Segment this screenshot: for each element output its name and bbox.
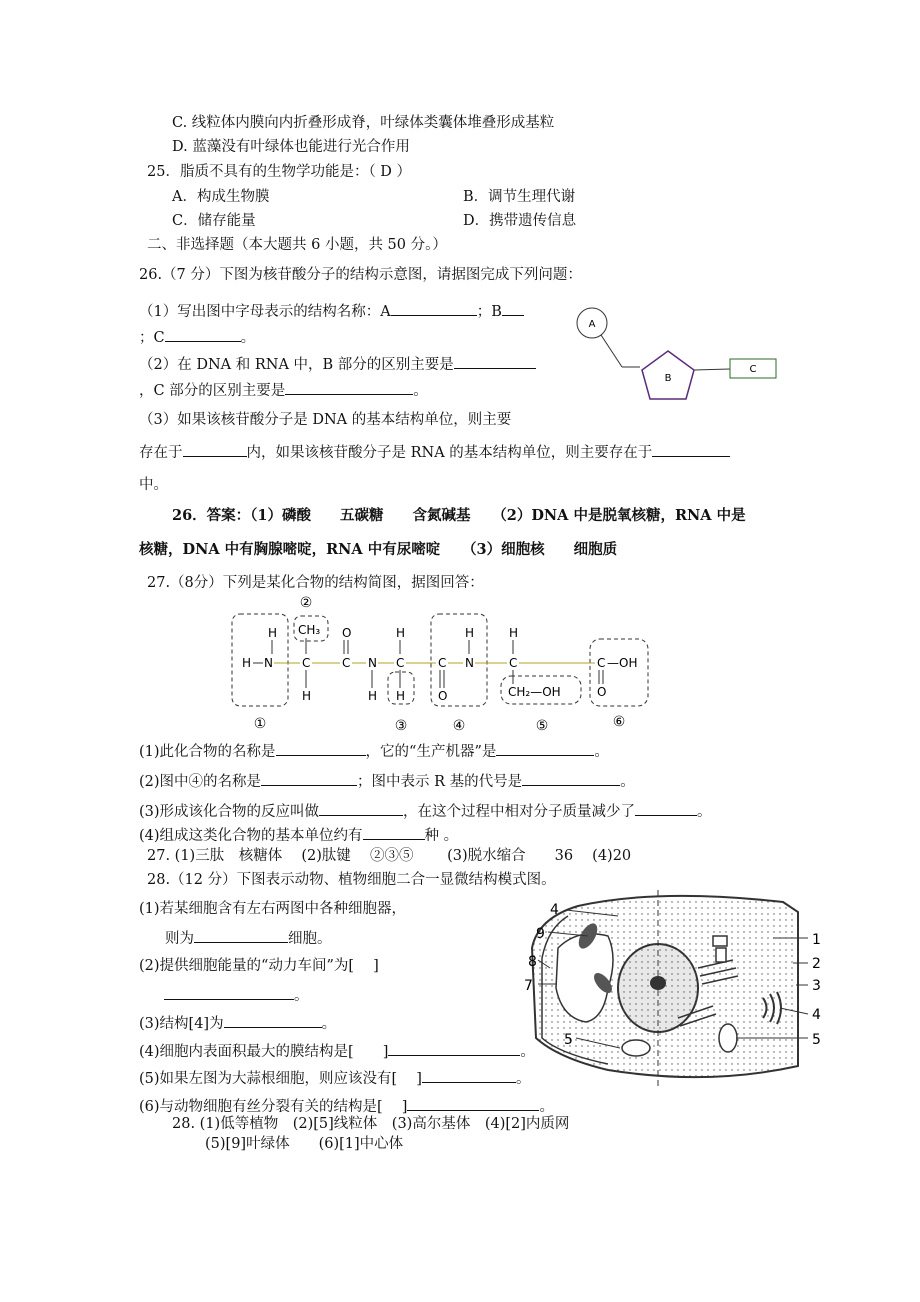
q27-part4-a: (4)组成这类化合物的基本单位约有 bbox=[139, 828, 363, 844]
q28-part1-c: 细胞。 bbox=[288, 931, 332, 947]
q28-blank-4[interactable] bbox=[224, 1013, 322, 1028]
q25-stem: 25．脂质不具有的生物学功能是：（ D ） bbox=[147, 164, 412, 180]
nucleotide-diagram bbox=[570, 305, 785, 405]
atom-h: H bbox=[509, 626, 519, 640]
q26-part1-cont bbox=[139, 327, 255, 348]
q26-part2-end: 。 bbox=[413, 383, 428, 399]
q26-part1-b: ；B bbox=[476, 304, 502, 320]
bond-a-b bbox=[601, 335, 622, 367]
label-b: B bbox=[664, 373, 672, 384]
cell-label-8: 8 bbox=[528, 954, 537, 970]
q28-part5-end: 。 bbox=[515, 1071, 531, 1087]
q28-part1-cont bbox=[165, 928, 332, 949]
q28-part1: (1)若某细胞含有左右两图中各种细胞器， bbox=[139, 901, 407, 917]
atom-n: N bbox=[368, 656, 377, 670]
q28-part4-a: (4)细胞内表面积最大的膜结构是[ ] bbox=[139, 1044, 389, 1060]
atom-h: H bbox=[368, 689, 378, 703]
section-title: 二、非选择题（本大题共 6 小题，共 50 分。） bbox=[147, 237, 447, 253]
q27-blank-4[interactable] bbox=[261, 771, 357, 786]
cell-label-5b: 5 bbox=[564, 1032, 573, 1048]
q26-stem: 26.（7 分）下图为核苷酸分子的结构示意图，请据图完成下列问题： bbox=[139, 267, 582, 283]
atom-h: H bbox=[302, 689, 312, 703]
q27-part1 bbox=[139, 741, 609, 762]
q27-stem: 27.（8分）下列是某化合物的结构简图，据图回答： bbox=[147, 575, 484, 591]
q28-part5 bbox=[139, 1068, 530, 1089]
atom-n: N bbox=[465, 656, 474, 670]
label-1: ① bbox=[253, 716, 267, 732]
cell-label-2: 2 bbox=[812, 956, 821, 972]
q26-answer-line1: 26．答案：（1）磷酸 五碳糖 含氮碱基 （2）DNA 中是脱氧核糖，RNA 中是 bbox=[172, 507, 746, 524]
mitochondrion bbox=[622, 1040, 650, 1056]
q26-part3-c: 内，如果该核苷酸分子是 RNA 的基本结构单位，则主要存在于 bbox=[246, 445, 653, 461]
atom-o: O bbox=[342, 626, 352, 640]
q26-blank-c-diff[interactable] bbox=[285, 380, 413, 395]
q28-part4-end: 。 bbox=[520, 1044, 535, 1060]
label-2: ② bbox=[299, 595, 313, 611]
q26-blank-dna[interactable] bbox=[183, 442, 247, 457]
q26-answer-line2: 核糖，DNA 中有胸腺嘧啶，RNA 中有尿嘧啶 （3）细胞核 细胞质 bbox=[139, 541, 618, 558]
q24-option-c: C. 线粒体内膜向内折叠形成脊，叶绿体类囊体堆叠形成基粒 bbox=[172, 115, 555, 131]
q27-part3-end: 。 bbox=[697, 804, 712, 820]
cell-label-4: 4 bbox=[550, 902, 559, 918]
cell-label-4b: 4 bbox=[812, 1007, 821, 1023]
atom-ch3: CH₃ bbox=[298, 623, 321, 637]
cell-label-3: 3 bbox=[812, 978, 821, 994]
q27-part3-b: ，在这个过程中相对分子质量减少了 bbox=[403, 804, 636, 820]
q26-part2-cont bbox=[139, 380, 428, 401]
atom-ch2oh: CH₂—OH bbox=[508, 685, 561, 699]
tripeptide-structure bbox=[222, 590, 667, 735]
q27-part1-a: (1)此化合物的名称是 bbox=[139, 744, 276, 760]
atom-h: H bbox=[396, 689, 406, 703]
atom-oh: —OH bbox=[607, 656, 638, 670]
q28-part1-b: 则为 bbox=[165, 931, 194, 947]
q28-part5-a: (5)如果左图为大蒜根细胞，则应该没有[ ] bbox=[139, 1071, 422, 1087]
q26-part1-c: ；C bbox=[139, 330, 165, 346]
q27-part1-b: ，它的“生产机器”是 bbox=[365, 744, 497, 760]
cell-label-9: 9 bbox=[536, 926, 545, 942]
q26-part2-b: ，C 部分的区别主要是 bbox=[139, 383, 286, 399]
cell-label-1: 1 bbox=[812, 932, 821, 948]
cell-label-7: 7 bbox=[524, 978, 533, 994]
q28-part2: (2)提供细胞能量的“动力车间”为[ ] bbox=[139, 958, 379, 974]
label-c: C bbox=[749, 364, 757, 375]
q26-blank-b[interactable] bbox=[502, 301, 524, 316]
q27-answer: 27. (1)三肽 核糖体 (2)肽键 ②③⑤ (3)脱水缩合 36 (4)20 bbox=[147, 848, 632, 864]
q28-answer-line1: 28. (1)低等植物 (2)[5]线粒体 (3)高尔基体 (4)[2]内质网 bbox=[172, 1116, 570, 1132]
q28-part2-cont bbox=[164, 985, 309, 1006]
q28-blank-membrane[interactable] bbox=[388, 1041, 520, 1056]
q25-option-d: D．携带遗传信息 bbox=[463, 213, 577, 229]
atom-c: C bbox=[396, 656, 405, 670]
label-3: ③ bbox=[394, 718, 408, 734]
q28-part2-end: 。 bbox=[294, 988, 309, 1004]
q28-part3 bbox=[139, 1013, 336, 1034]
q26-blank-rna[interactable] bbox=[652, 442, 730, 457]
q26-part3-end: 中。 bbox=[139, 477, 168, 493]
label-6: ⑥ bbox=[612, 714, 626, 730]
q26-blank-a[interactable] bbox=[391, 301, 477, 316]
atom-h: H bbox=[396, 626, 406, 640]
box-amino-group bbox=[232, 614, 288, 706]
q27-part4 bbox=[139, 825, 458, 846]
q27-blank-name[interactable] bbox=[276, 741, 366, 756]
q27-blank-machine[interactable] bbox=[496, 741, 594, 756]
q24-option-d: D. 蓝藻没有叶绿体也能进行光合作用 bbox=[172, 139, 410, 155]
q26-blank-c[interactable] bbox=[165, 327, 241, 342]
q27-part3-a: (3)形成该化合物的反应叫做 bbox=[139, 804, 320, 820]
q27-part1-end: 。 bbox=[594, 744, 609, 760]
q28-part3-end: 。 bbox=[321, 1016, 337, 1032]
cell-label-5: 5 bbox=[812, 1032, 821, 1048]
q27-part2-b: ；图中表示 R 基的代号是 bbox=[357, 774, 523, 790]
q28-blank-mitosis[interactable] bbox=[407, 1096, 539, 1111]
atom-c: C bbox=[438, 656, 447, 670]
atom-c: C bbox=[597, 656, 606, 670]
q28-part3-a: (3)结构[4]为 bbox=[139, 1016, 224, 1032]
q27-part4-b: 种 。 bbox=[424, 828, 459, 844]
atom-h: H bbox=[465, 626, 475, 640]
label-a: A bbox=[588, 319, 596, 330]
q27-part2-end: 。 bbox=[620, 774, 635, 790]
q28-part6-a: (6)与动物细胞有丝分裂有关的结构是[ ] bbox=[139, 1099, 408, 1115]
q26-part1-end: 。 bbox=[240, 330, 256, 346]
q28-stem: 28.（12 分）下图表示动物、植物细胞二合一显微结构模式图。 bbox=[147, 872, 556, 888]
q25-option-a: A．构成生物膜 bbox=[172, 189, 270, 205]
q27-blank-r[interactable] bbox=[522, 771, 620, 786]
cell-diagram bbox=[508, 888, 828, 1088]
q26-part3-b: 存在于 bbox=[139, 445, 183, 461]
atom-c: C bbox=[509, 656, 518, 670]
q25-option-c: C．储存能量 bbox=[172, 213, 256, 229]
q27-part2-a: (2)图中④的名称是 bbox=[139, 774, 262, 790]
label-5: ⑤ bbox=[535, 718, 549, 734]
bond-b-c bbox=[694, 369, 730, 370]
atom-c: C bbox=[342, 656, 351, 670]
q28-part4 bbox=[139, 1041, 535, 1062]
q26-part2 bbox=[139, 354, 536, 375]
atom-o: O bbox=[438, 689, 448, 703]
q26-part2-a: （2）在 DNA 和 RNA 中，B 部分的区别主要是 bbox=[139, 357, 454, 373]
atom-n: N bbox=[264, 656, 273, 670]
q26-part3: （3）如果该核苷酸分子是 DNA 的基本结构单位，则主要 bbox=[139, 412, 512, 428]
label-4: ④ bbox=[452, 718, 466, 734]
q26-part1 bbox=[139, 301, 524, 322]
atom-h: H bbox=[242, 656, 252, 670]
q27-part2 bbox=[139, 771, 635, 792]
q28-part6-end: 。 bbox=[539, 1099, 554, 1115]
q28-answer-line2: (5)[9]叶绿体 (6)[1]中心体 bbox=[205, 1136, 404, 1152]
q28-blank-cell[interactable] bbox=[194, 928, 288, 943]
q26-part1-a: （1）写出图中字母表示的结构名称：A bbox=[139, 304, 391, 320]
q25-option-b: B．调节生理代谢 bbox=[463, 189, 576, 205]
q27-blank-reaction[interactable] bbox=[319, 801, 403, 816]
atom-o: O bbox=[597, 685, 607, 699]
q27-blank-mass[interactable] bbox=[635, 801, 697, 816]
q26-blank-b-diff[interactable] bbox=[454, 354, 536, 369]
atom-h: H bbox=[268, 626, 278, 640]
q27-part3 bbox=[139, 801, 712, 822]
q27-blank-units[interactable] bbox=[363, 825, 425, 840]
mitochondrion bbox=[719, 1024, 737, 1052]
q26-part3-cont bbox=[139, 442, 730, 463]
q28-blank-garlic[interactable] bbox=[422, 1068, 516, 1083]
atom-c: C bbox=[302, 656, 311, 670]
q28-blank-energy[interactable] bbox=[164, 985, 294, 1000]
